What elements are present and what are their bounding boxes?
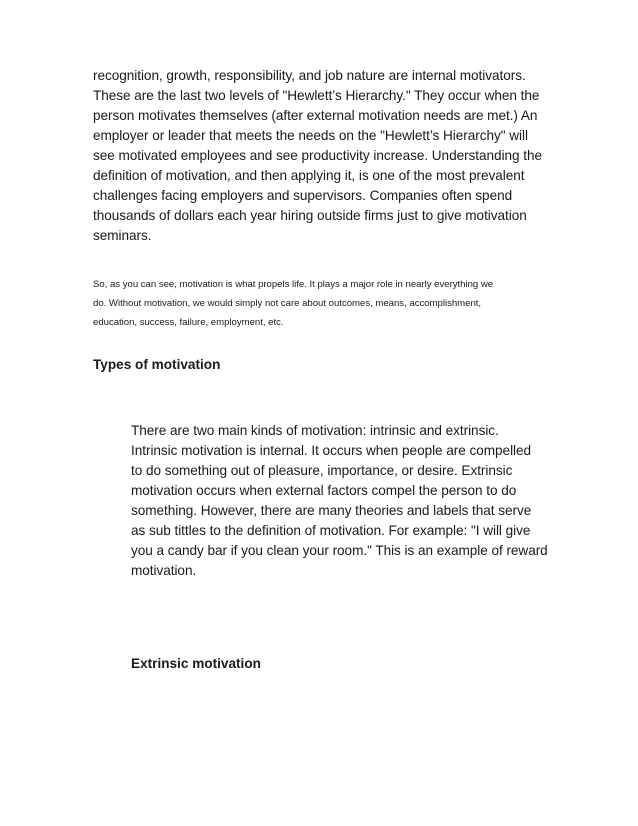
paragraph-line: So, as you can see, motivation is what propels life. It plays a major role in nearly everything we: [93, 279, 494, 290]
paragraph-line: as sub tittles to the definition of motivation. For example: "I will give: [131, 523, 531, 538]
paragraph-line: see motivated employees and see productivity increase. Understanding the: [93, 148, 543, 163]
section-heading-extrinsic-motivation: Extrinsic motivation: [131, 656, 261, 671]
paragraph-line: do. Without motivation, we would simply not care about outcomes, means, accomplishment,: [93, 298, 482, 309]
paragraph-line: thousands of dollars each year hiring outside firms just to give motivation: [93, 208, 527, 223]
paragraph-line: you a candy bar if you clean your room." This is an example of reward: [131, 543, 548, 558]
paragraph-line: to do something out of pleasure, importance, or desire. Extrinsic: [131, 463, 513, 478]
section-heading-types-of-motivation: Types of motivation: [93, 357, 221, 372]
paragraph-line: education, success, failure, employment, etc.: [93, 317, 284, 328]
paragraph-line: motivation.: [131, 563, 197, 578]
paragraph-line: person motivates themselves (after external motivation needs are met.) An: [93, 108, 538, 123]
paragraph-line: employer or leader that meets the needs on the "Hewlett’s Hierarchy" will: [93, 128, 528, 143]
paragraph-line: something. However, there are many theories and labels that serve: [131, 503, 532, 518]
paragraph-line: challenges facing employers and supervisors. Companies often spend: [93, 188, 513, 203]
paragraph-line: motivation occurs when external factors compel the person to do: [131, 483, 517, 498]
paragraph-line: recognition, growth, responsibility, and job nature are internal motivators.: [93, 68, 526, 83]
paragraph-line: seminars.: [93, 228, 152, 243]
paragraph-line: There are two main kinds of motivation: intrinsic and extrinsic.: [131, 423, 499, 438]
paragraph-line: definition of motivation, and then applying it, is one of the most prevalent: [93, 168, 525, 183]
paragraph-line: These are the last two levels of "Hewlett’s Hierarchy." They occur when the: [93, 88, 540, 103]
paragraph-line: Intrinsic motivation is internal. It occurs when people are compelled: [131, 443, 532, 458]
